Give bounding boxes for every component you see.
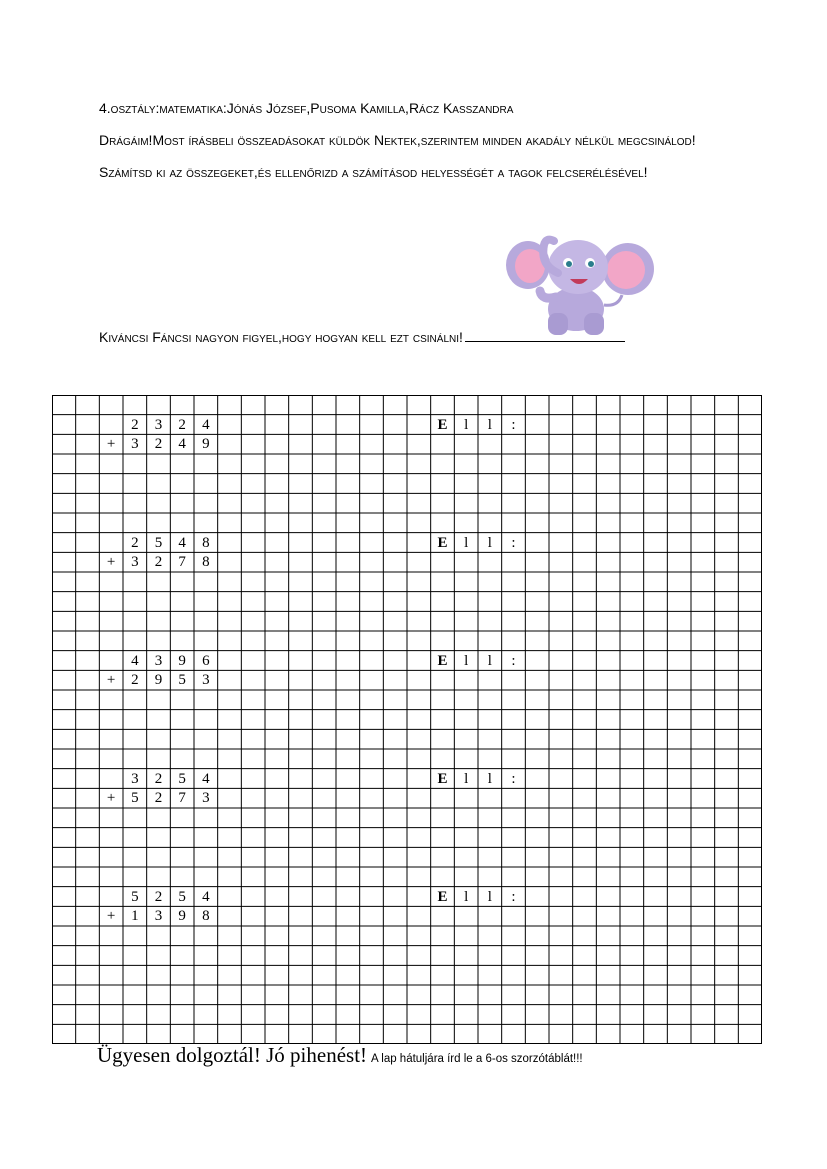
addend-2-digit: 2	[154, 436, 163, 453]
addend-2-digit: 8	[202, 554, 210, 571]
check-label-char: l	[487, 534, 492, 551]
addend-1-digit: 3	[131, 770, 139, 787]
plus-sign: +	[106, 790, 116, 807]
check-label-char: :	[511, 534, 516, 551]
addend-2-digit: 3	[202, 672, 210, 689]
addend-2-digit: 3	[131, 436, 139, 453]
addend-2-digit: 5	[131, 790, 139, 807]
footer-homework-note: A lap hátuljára írd le a 6-os szorzótáblát!!!	[371, 1053, 583, 1065]
plus-sign: +	[106, 672, 116, 689]
check-label-char: l	[487, 888, 492, 905]
check-label-char: l	[487, 652, 492, 669]
greeting-text: Drágáim!Most írásbeli összeadásokat küldök Nektek,szerintem minden akadály nélkül megcsinálod!	[99, 132, 696, 148]
addend-2-digit: 3	[154, 908, 163, 925]
addend-1-digit: 4	[178, 534, 186, 551]
squared-grid	[52, 395, 762, 1044]
check-label-char: :	[511, 888, 516, 905]
addend-1-digit: 4	[202, 888, 210, 905]
check-label-char: l	[464, 770, 469, 787]
footer	[97, 1043, 583, 1068]
addend-2-digit: 9	[154, 672, 163, 689]
addend-1-digit: 2	[131, 534, 139, 551]
addend-2-digit: 1	[131, 908, 139, 925]
check-label-char: E	[437, 888, 448, 905]
check-label-char: :	[511, 770, 516, 787]
addend-1-digit: 2	[178, 416, 186, 433]
check-label-char: l	[487, 770, 492, 787]
check-label-char: E	[437, 534, 448, 551]
addend-2-digit: 4	[178, 436, 186, 453]
elephant-icon	[500, 235, 660, 340]
addend-1-digit: 9	[178, 652, 186, 669]
addend-2-digit: 3	[131, 554, 139, 571]
addend-1-digit: 2	[154, 770, 163, 787]
check-label-char: l	[487, 416, 492, 433]
check-label-char: l	[464, 888, 469, 905]
addend-1-digit: 4	[202, 770, 210, 787]
class-and-authors-line: 4.osztály:matematika:Jónás József,Pusoma Kamilla,Rácz Kasszandra	[99, 100, 514, 116]
addend-1-digit: 5	[154, 534, 163, 551]
addend-1-digit: 5	[178, 770, 186, 787]
addend-2-digit: 2	[131, 672, 139, 689]
addend-1-digit: 6	[202, 652, 210, 669]
addend-1-digit: 4	[131, 652, 139, 669]
addend-2-digit: 2	[154, 554, 163, 571]
addend-1-digit: 3	[154, 652, 163, 669]
addend-2-digit: 2	[154, 790, 163, 807]
addend-2-digit: 7	[178, 790, 186, 807]
addend-2-digit: 9	[202, 436, 210, 453]
observe-line	[99, 326, 679, 348]
addend-1-digit: 2	[154, 888, 163, 905]
check-label-char: E	[437, 770, 448, 787]
answer-blank-line	[465, 326, 625, 342]
addend-1-digit: 5	[131, 888, 139, 905]
addend-1-digit: 4	[202, 416, 210, 433]
check-label-char: :	[511, 416, 516, 433]
header	[99, 97, 719, 183]
check-label-char: l	[464, 416, 469, 433]
check-label-char: E	[437, 416, 448, 433]
check-label-char: l	[464, 534, 469, 551]
footer-praise: Ügyesen dolgoztál! Jó pihenést!	[97, 1043, 368, 1067]
addend-1-digit: 2	[131, 416, 139, 433]
addend-1-digit: 5	[178, 888, 186, 905]
plus-sign: +	[106, 436, 116, 453]
task-instruction: Számítsd ki az összegeket,és ellenőrizd a számításod helyességét a tagok felcserélésével!	[99, 164, 648, 180]
addend-2-digit: 5	[178, 672, 186, 689]
check-label-char: E	[437, 652, 448, 669]
addend-2-digit: 3	[202, 790, 210, 807]
addend-2-digit: 9	[178, 908, 186, 925]
plus-sign: +	[106, 554, 116, 571]
check-label-char: :	[511, 652, 516, 669]
check-label-char: l	[464, 652, 469, 669]
addend-1-digit: 8	[202, 534, 210, 551]
observe-text: Kiváncsi Fáncsi nagyon figyel,hogy hogyan kell ezt csinálni!	[99, 329, 463, 345]
addend-2-digit: 8	[202, 908, 210, 925]
plus-sign: +	[106, 908, 116, 925]
addend-1-digit: 3	[154, 416, 163, 433]
addend-2-digit: 7	[178, 554, 186, 571]
